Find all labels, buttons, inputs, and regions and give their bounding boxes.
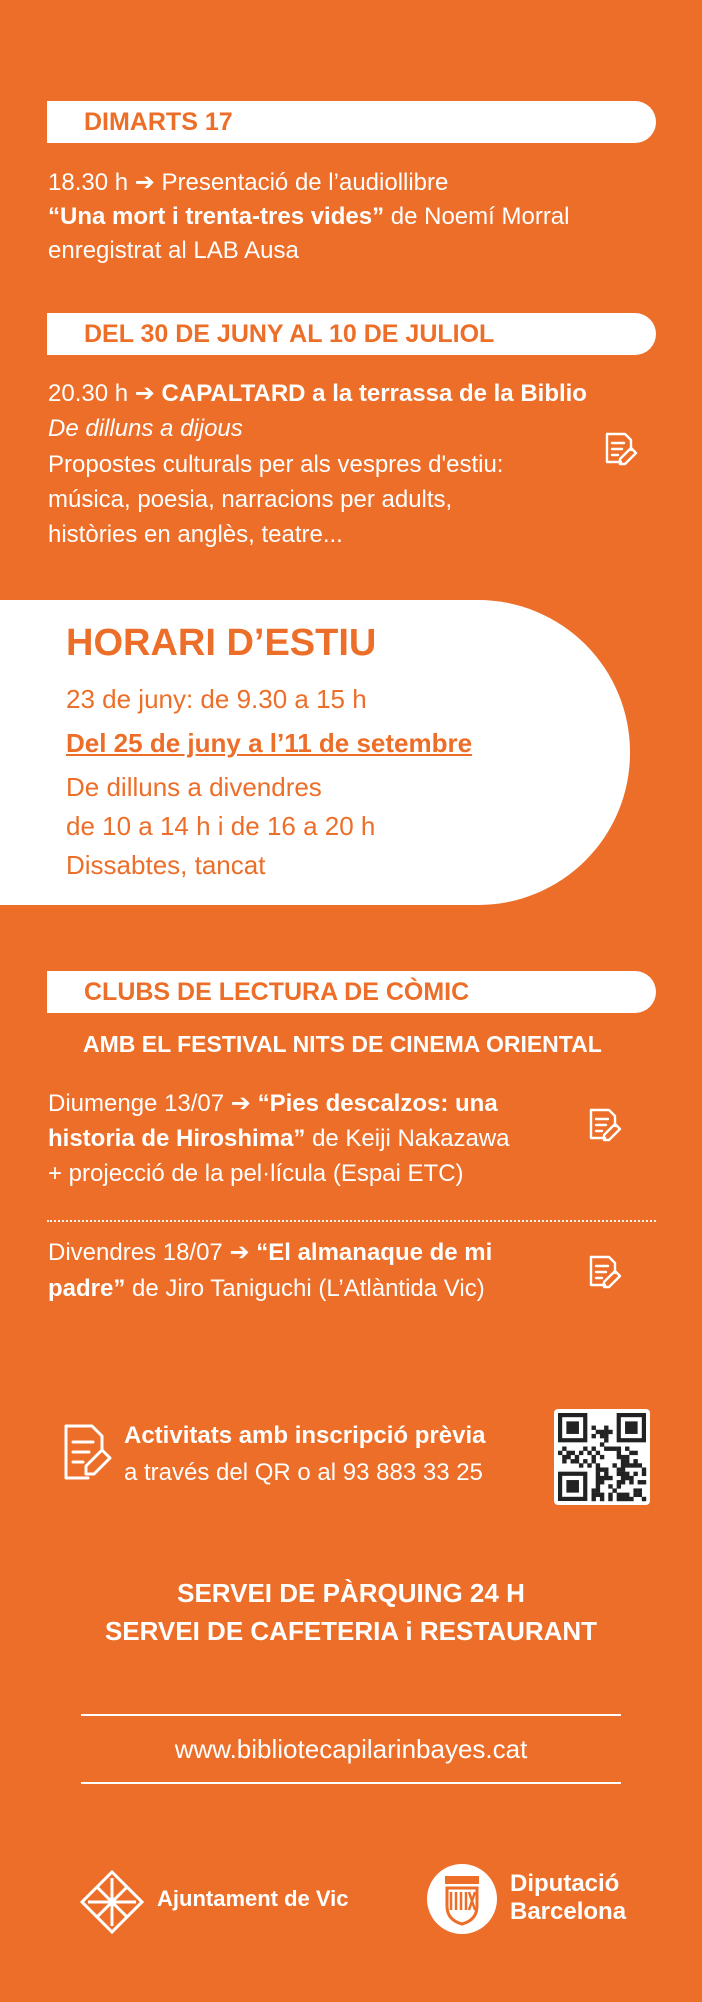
arrow-icon: ➔	[134, 169, 155, 196]
dotted-divider	[47, 1220, 656, 1222]
registration-heading: Activitats amb inscripció prèvia	[124, 1422, 486, 1449]
registration-detail: a través del QR o al 93 883 33 25	[124, 1459, 483, 1486]
banner-capaltard-label: DEL 30 DE JUNY AL 10 DE JULIOL	[84, 320, 495, 348]
tuesday-line2	[48, 200, 570, 233]
event1-line2	[48, 1122, 510, 1155]
tuesday-title: “Una mort i trenta-tres vides”	[48, 203, 385, 230]
banner-comic-label: CLUBS DE LECTURA DE CÒMIC	[84, 978, 470, 1006]
ajuntament-vic-logo	[80, 1870, 144, 1939]
tuesday-desc: Presentació de l’audiollibre	[161, 169, 449, 196]
banner-tuesday-label: DIMARTS 17	[84, 108, 233, 136]
form-edit-icon[interactable]	[601, 430, 639, 468]
arrow-icon: ➔	[230, 1090, 251, 1117]
service-cafeteria: SERVEI DE CAFETERIA i RESTAURANT	[104, 1616, 598, 1646]
form-edit-icon[interactable]	[585, 1253, 623, 1291]
event2-line1	[48, 1236, 492, 1269]
comic-subtitle: AMB EL FESTIVAL NITS DE CINEMA ORIENTAL	[83, 1031, 602, 1057]
summer-line5: Dissabtes, tancat	[66, 850, 266, 880]
rule-bottom	[81, 1782, 621, 1784]
arrow-icon: ➔	[134, 380, 155, 407]
capaltard-title: CAPALTARD a la terrassa de la Biblio	[161, 380, 587, 407]
summer-period: Del 25 de juny a l’11 de setembre	[66, 728, 473, 758]
capaltard-desc3: històries en anglès, teatre...	[48, 521, 343, 548]
form-edit-icon	[60, 1422, 114, 1482]
event2-author: de Jiro Taniguchi (L’Atlàntida Vic)	[132, 1275, 485, 1302]
summer-hours-panel	[0, 600, 630, 905]
event1-date: Diumenge 13/07	[48, 1090, 225, 1117]
event1-line1	[48, 1087, 498, 1120]
capaltard-desc2: música, poesia, narracions per adults,	[48, 486, 453, 513]
summer-line3: De dilluns a divendres	[66, 772, 322, 802]
banner-comic-clubs	[47, 971, 656, 1013]
capaltard-desc1: Propostes culturals per als vespres d'estiu:	[48, 451, 504, 478]
event2-title-a: “El almanaque de mi	[256, 1239, 493, 1266]
event1-title-a: “Pies descalzos: una	[257, 1090, 498, 1117]
event1-extra: + projecció de la pel·lícula (Espai ETC)	[48, 1160, 464, 1187]
summer-title: HORARI D’ESTIU	[66, 622, 377, 664]
capaltard-time: 20.30 h	[48, 380, 129, 407]
capaltard-line1	[48, 377, 587, 410]
summer-line4: de 10 a 14 h i de 16 a 20 h	[66, 811, 376, 841]
diputacio-barcelona-logo	[427, 1864, 497, 1934]
tuesday-line3: enregistrat al LAB Ausa	[48, 237, 299, 264]
service-parking: SERVEI DE PÀRQUING 24 H	[177, 1578, 525, 1608]
website-link[interactable]: www.bibliotecapilarinbayes.cat	[174, 1734, 528, 1764]
arrow-icon: ➔	[229, 1239, 250, 1266]
event1-title-b: historia de Hiroshima”	[48, 1125, 306, 1152]
logo-diputacio-line2: Barcelona	[510, 1898, 627, 1925]
qr-code-pattern	[554, 1409, 650, 1505]
event2-line2	[48, 1272, 485, 1305]
logo-diputacio-line1: Diputació	[510, 1870, 620, 1897]
banner-tuesday	[47, 101, 656, 143]
event1-author: de Keiji Nakazawa	[312, 1125, 510, 1152]
tuesday-time: 18.30 h	[48, 169, 129, 196]
logo-ajuntament-text: Ajuntament de Vic	[157, 1886, 349, 1911]
summer-line1: 23 de juny: de 9.30 a 15 h	[66, 684, 367, 714]
event2-date: Divendres 18/07	[48, 1239, 223, 1266]
capaltard-days: De dilluns a dijous	[48, 415, 243, 442]
tuesday-line1	[48, 166, 448, 199]
qr-code[interactable]	[554, 1409, 650, 1505]
form-edit-icon[interactable]	[585, 1106, 623, 1144]
banner-capaltard	[47, 313, 656, 355]
rule-top	[81, 1714, 621, 1716]
tuesday-author: de Noemí Morral	[390, 203, 570, 230]
event2-title-b: padre”	[48, 1275, 126, 1302]
